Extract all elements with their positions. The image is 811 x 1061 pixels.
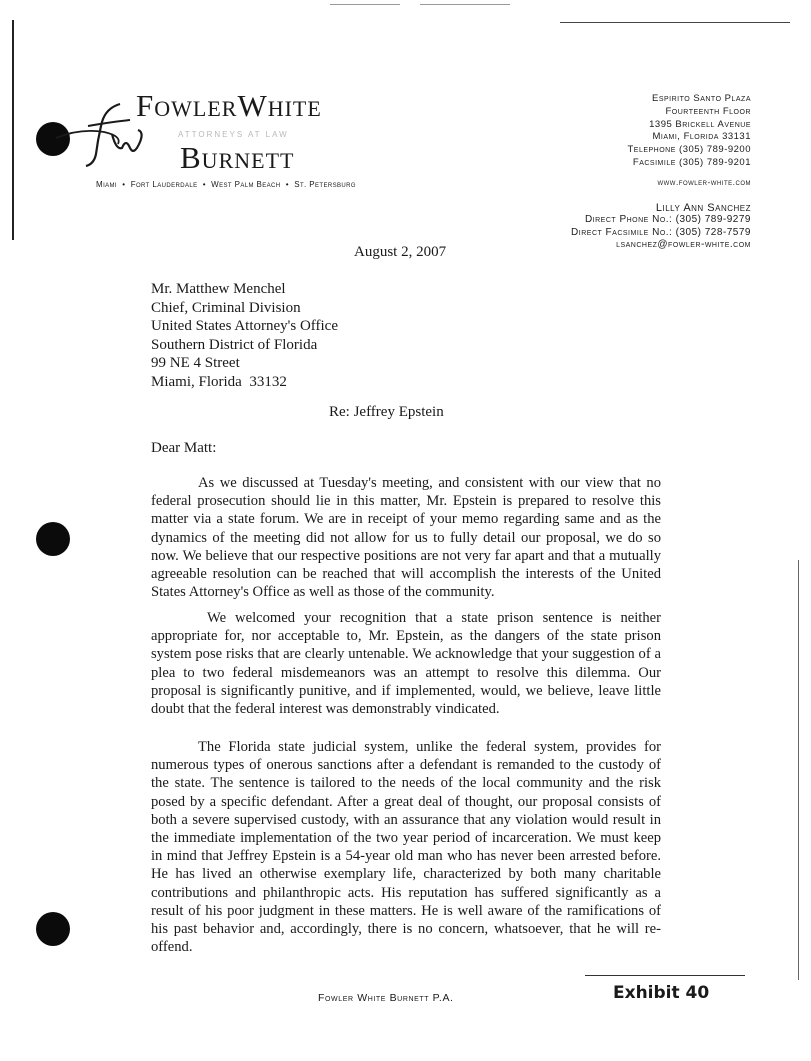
- binder-hole-middle: [36, 522, 70, 556]
- sender-block: [571, 202, 751, 251]
- firm-website: www.fowler-white.com: [657, 177, 751, 187]
- address-line: Espirito Santo Plaza: [652, 93, 751, 104]
- scan-line-top-right: [560, 22, 790, 23]
- address-line: Miami, Florida 33131: [652, 131, 751, 143]
- recipient-line: Miami, Florida 33132: [151, 373, 287, 390]
- recipient-address: [151, 280, 338, 391]
- recipient-line: Mr. Matthew Menchel: [151, 281, 286, 297]
- recipient-line: United States Attorney's Office: [151, 318, 338, 334]
- sender-email: lsanchez@fowler-white.com: [616, 238, 751, 250]
- recipient-line: Southern District of Florida: [151, 336, 318, 353]
- binder-hole-bottom: [36, 912, 70, 946]
- subject-line: Re: Jeffrey Epstein: [329, 404, 444, 420]
- body-paragraph-3: The Florida state judicial system, unlike the federal system, provides for numerous types of onerous sanctions after a defendant is remanded to the custody of the state. The sentence is tailored to the needs of the local community and the risk posed by a specific defendant. After a great deal of thought, our proposal consists of both a severe supervised custody, with an assurance that any violation would result in the immediate implementation of the two year period of incarceration. We must keep in mind that Jeffrey Epstein is a 54-year old man who has never been arrested before. He has lived an otherwise exemplary life, characterized by both many charitable contributions and philanthropic acts. His reputation has suffered significantly as a result of his poor judgment in these matters. He is well aware of the ramifications of his past behavior and, accordingly, there is no concern, whatsoever, that he will re-offend.: [151, 739, 661, 956]
- recipient-line: Chief, Criminal Division: [151, 299, 301, 316]
- scan-line-top-2: [420, 4, 510, 5]
- address-line: Fourteenth Floor: [665, 105, 751, 117]
- scan-line-top: [330, 4, 400, 5]
- firm-address: [627, 93, 751, 170]
- telephone-line: Telephone (305) 789-9200: [627, 144, 751, 156]
- body-paragraph-2: We welcomed your recognition that a state prison sentence is neither appropriate for, nor acceptable to, Mr. Epstein, as the dangers of the state prison system pose risks that are clearly untenable. We acknowledge that your suggestion of a plea to two federal misdemeanors was an attempt to resolve this dilemma. Our proposal is significantly punitive, and if implemented, would, we believe, leave little doubt that the federal interest was demonstrably vindicated.: [151, 610, 661, 718]
- firm-name-line-1: FowlerWhite: [136, 88, 322, 123]
- firm-cities: Miami • Fort Lauderdale • West Palm Beach • St. Petersburg: [96, 180, 356, 189]
- scan-border-left: [12, 20, 14, 240]
- letter-date: August 2, 2007: [354, 244, 447, 260]
- sender-name: Lilly Ann Sanchez: [655, 202, 751, 214]
- sender-direct-phone: Direct Phone No.: (305) 789-9279: [584, 214, 751, 226]
- scan-line-bottom-right: [585, 975, 745, 976]
- firm-tagline: ATTORNEYS AT LAW: [178, 130, 289, 139]
- scan-border-right: [798, 560, 799, 980]
- recipient-line: 99 NE 4 Street: [151, 355, 240, 371]
- sender-direct-fax: Direct Facsimile No.: (305) 728-7579: [571, 226, 751, 238]
- exhibit-label: Exhibit 40: [613, 983, 710, 1003]
- salutation: Dear Matt:: [151, 440, 217, 456]
- address-line: 1395 Brickell Avenue: [649, 118, 751, 130]
- footer-firm-name: Fowler White Burnett P.A.: [318, 992, 454, 1004]
- firm-name-line-2: Burnett: [180, 140, 295, 175]
- body-paragraph-1: As we discussed at Tuesday's meeting, and consistent with our view that no federal prosecution should lie in this matter, Mr. Epstein is prepared to resolve this matter via a state forum. We are in receipt of your memo regarding same and as the dynamics of the meeting did not allow for us to fully detail our proposal, we do so now. We believe that our respective positions are not very far apart and that a mutually agreeable resolution can be reached that will accomplish the interests of the United States Attorney's Office as well as those of the community.: [151, 475, 661, 601]
- facsimile-line: Facsimile (305) 789-9201: [632, 156, 751, 168]
